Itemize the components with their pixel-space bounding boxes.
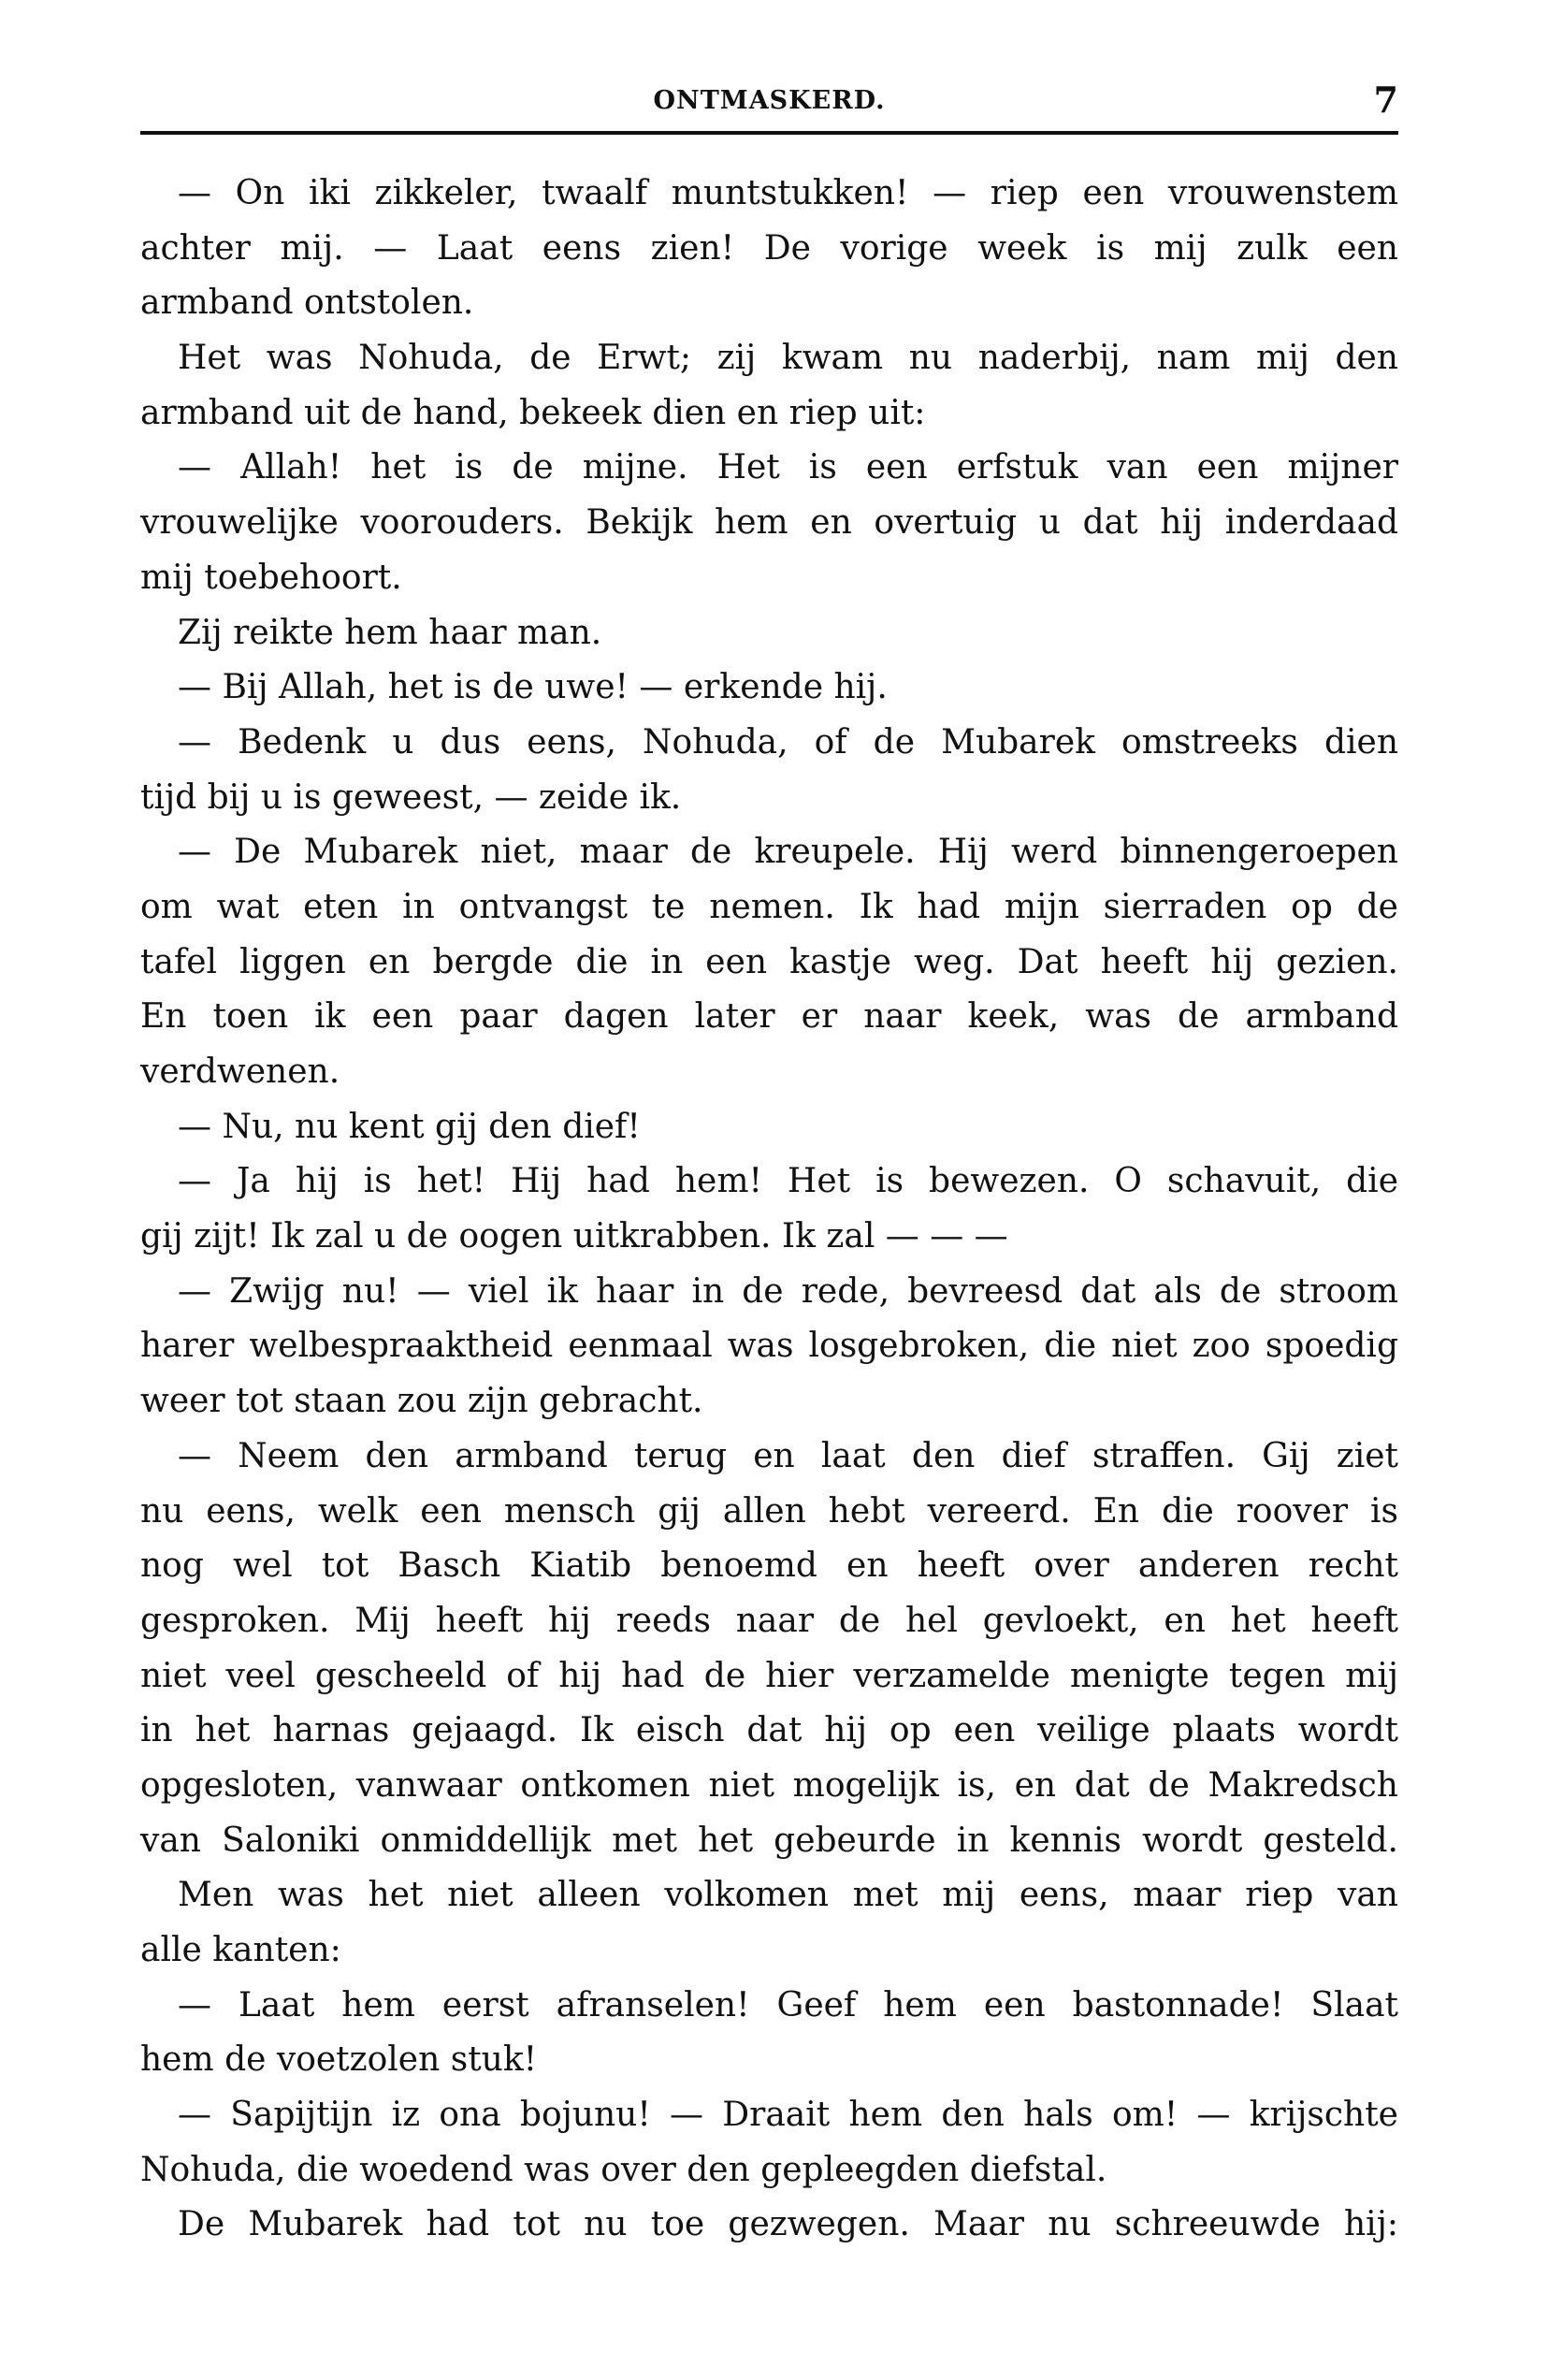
text-line: verdwenen. xyxy=(140,1052,340,1091)
text-line: — Sapijtijn iz ona bojunu! — Draait hem den hals om! — krijschte xyxy=(178,2096,1398,2135)
text-line: — Nu, nu kent gij den dief! xyxy=(178,1107,641,1146)
text-line: Zij reikte hem haar man. xyxy=(178,613,602,652)
text-line: En toen ik een paar dagen later er naar keek, was de armband xyxy=(140,997,1398,1037)
text-line: om wat eten in ontvangst te nemen. Ik had mijn sierraden op de xyxy=(140,887,1398,926)
text-line: achter mij. — Laat eens zien! De vorige week is mij zulk een xyxy=(140,228,1398,268)
text-line: harer welbespraaktheid eenmaal was losgebroken, die niet zoo spoedig xyxy=(140,1327,1398,1366)
text-line: — Bedenk u dus eens, Nohuda, of de Mubarek omstreeks dien xyxy=(178,722,1398,762)
text-line: Men was het niet alleen volkomen met mij eens, maar riep van xyxy=(178,1876,1398,1915)
text-line: — Zwijg nu! — viel ik haar in de rede, bevreesd dat als de stroom xyxy=(178,1271,1398,1311)
text-line: Het was Nohuda, de Erwt; zij kwam nu naderbij, nam mij den xyxy=(178,339,1398,378)
header-rule xyxy=(140,131,1398,135)
text-line: — Bij Allah, het is de uwe! — erkende hij. xyxy=(178,668,888,707)
page-number: 7 xyxy=(1373,79,1398,121)
text-line: alle kanten: xyxy=(140,1931,341,1969)
text-line: — Neem den armband terug en laat den dief straffen. Gij ziet xyxy=(178,1436,1398,1475)
text-line: gesproken. Mij heeft hij reeds naar de hel gevloekt, en het heeft xyxy=(140,1601,1398,1640)
text-line: weer tot staan zou zijn gebracht. xyxy=(140,1382,703,1421)
text-line: — Ja hij is het! Hij had hem! Het is bewezen. O schavuit, die xyxy=(178,1162,1398,1201)
text-line: niet veel gescheeld of hij had de hier verzamelde menigte tegen mij xyxy=(140,1656,1398,1695)
text-line: van Saloniki onmiddellijk met het gebeurde in kennis wordt gesteld. xyxy=(140,1821,1398,1860)
text-line: nu eens, welk een mensch gij allen hebt vereerd. En die roover is xyxy=(140,1491,1398,1531)
page-header xyxy=(140,79,1398,125)
text-line: in het harnas gejaagd. Ik eisch dat hij op een veilige plaats wordt xyxy=(140,1711,1398,1750)
text-line: Nohuda, die woedend was over den gepleegden diefstal. xyxy=(140,2150,1107,2189)
text-line: — On iki zikkeler, twaalf muntstukken! — riep een vrouwenstem xyxy=(178,174,1398,212)
text-line: armband ontstolen. xyxy=(140,283,474,323)
text-line: — De Mubarek niet, maar de kreupele. Hij werd binnengeroepen xyxy=(178,833,1398,872)
text-line: — Laat hem eerst afranselen! Geef hem een bastonnade! Slaat xyxy=(178,1985,1398,2024)
text-line: nog wel tot Basch Kiatib benoemd en heeft over anderen recht xyxy=(140,1546,1398,1586)
text-line: opgesloten, vanwaar ontkomen niet mogelijk is, en dat de Makredsch xyxy=(140,1765,1398,1805)
text-line: tijd bij u is geweest, — zeide ik. xyxy=(140,777,682,817)
text-line: hem de voetzolen stuk! xyxy=(140,2040,538,2080)
text-line: De Mubarek had tot nu toe gezwegen. Maar nu schreeuwde hij: xyxy=(178,2205,1398,2244)
text-line: tafel liggen en bergde die in een kastje weg. Dat heeft hij gezien. xyxy=(140,942,1398,981)
page-body xyxy=(140,167,1398,2253)
text-line: armband uit de hand, bekeek dien en riep uit: xyxy=(140,393,926,432)
text-line: vrouwelijke voorouders. Bekijk hem en overtuig u dat hij inderdaad xyxy=(140,503,1398,543)
text-line: — Allah! het is de mijne. Het is een erfstuk van een mijner xyxy=(178,448,1398,487)
running-title: ONTMASKERD. xyxy=(653,86,886,115)
text-line: mij toebehoort. xyxy=(140,558,402,597)
text-line: gij zijt! Ik zal u de oogen uitkrabben. Ik zal — — — xyxy=(140,1217,1008,1256)
